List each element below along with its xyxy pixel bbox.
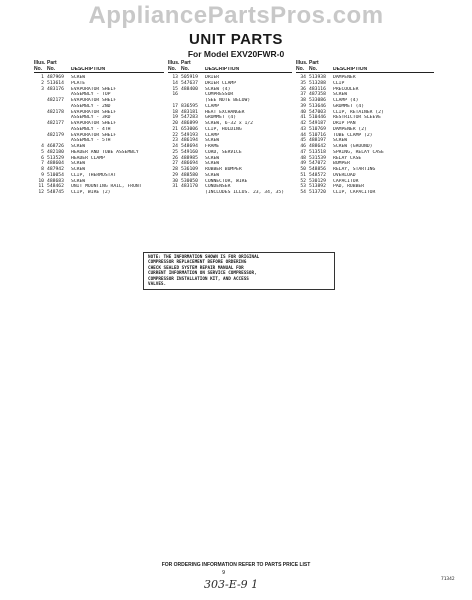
column-header-bottom: [34, 67, 164, 74]
illus-number: 46: [300, 144, 306, 150]
part-number: 548694: [181, 144, 198, 150]
part-description: DRIP PAN: [333, 121, 356, 127]
part-description: CONDENSER: [205, 184, 231, 190]
part-description: UNIT MOUNTING RAIL, FRONT: [71, 184, 142, 190]
part-description: CONNECTOR, WIRE: [205, 178, 248, 184]
part-number: 487358: [309, 92, 326, 98]
part-description: DAMPENER: [333, 75, 356, 81]
illus-number: 49: [300, 161, 306, 167]
part-description: HEADER CLAMP: [71, 155, 105, 161]
illus-number: 22: [172, 132, 178, 138]
illus-number: 44: [300, 132, 306, 138]
part-description: SCREW: [71, 178, 86, 184]
part-description: SCREW (GROUND): [333, 144, 373, 150]
illus-number: 52: [300, 178, 306, 184]
part-number: 653006: [181, 126, 198, 132]
part-number: 548745: [47, 190, 64, 196]
part-number: 488604: [47, 161, 64, 167]
part-number: 488197: [309, 138, 326, 144]
part-description: CLIP, THERMOSTAT: [71, 172, 117, 178]
part-number: 482180: [47, 149, 64, 155]
illus-number: 1: [41, 75, 44, 81]
illus-number: 41: [300, 115, 306, 121]
part-number: 488642: [309, 144, 326, 150]
part-number: 510054: [47, 172, 64, 178]
part-number: 548462: [47, 184, 64, 190]
header-illus: Illus.: [296, 60, 308, 66]
illus-number: 10: [38, 178, 44, 184]
part-number: 536109: [181, 167, 198, 173]
part-number: 513518: [309, 149, 326, 155]
part-description: RUBBER BUMPER: [205, 167, 242, 173]
illus-number: 53: [300, 184, 306, 190]
illus-number: 2: [41, 80, 44, 86]
header-illus: Illus.: [168, 60, 180, 66]
illus-number: 3: [41, 86, 44, 92]
illus-number: 40: [300, 109, 306, 115]
parts-column-2: [168, 61, 292, 196]
part-description: ASSEMBLY - 4TH: [71, 126, 111, 132]
part-description: (INCLUDES ILLUS. 23, 34, 35): [205, 190, 285, 196]
parts-column-1: [34, 61, 164, 196]
illus-number: 39: [300, 103, 306, 109]
part-description: RELAY CASE: [333, 155, 362, 161]
part-number: 483116: [309, 86, 326, 92]
part-number: 549160: [181, 149, 198, 155]
part-description: PLATE: [71, 80, 86, 86]
part-description: ASSEMBLY - TOP: [71, 92, 111, 98]
part-description: SCREW: [205, 155, 220, 161]
part-number: 547637: [181, 80, 198, 86]
part-number: 505919: [181, 75, 198, 81]
part-description: SCREW (4): [205, 86, 231, 92]
parts-column-3: [296, 61, 434, 196]
part-description: GROMMET (4): [205, 115, 237, 121]
part-description: BUMPER: [333, 161, 350, 167]
header-no: No.: [296, 65, 305, 72]
part-description: CLAMP: [205, 132, 220, 138]
part-description: CLIP, CAPACITOR: [333, 190, 376, 196]
part-description: EVAPORATOR SHELF: [71, 86, 117, 92]
column-header-bottom: [168, 67, 292, 74]
header-part: Part: [47, 60, 57, 66]
illus-number: 21: [172, 126, 178, 132]
part-description: EVAPORATOR SHELF: [71, 121, 117, 127]
illus-number: 47: [300, 149, 306, 155]
illus-number: 11: [38, 184, 44, 190]
part-number: 486899: [181, 121, 198, 127]
header-part: Part: [309, 60, 319, 66]
part-description: SCREW: [71, 144, 86, 150]
part-description: COMPRESSOR: [205, 92, 234, 98]
part-description: OVERLOAD: [333, 172, 356, 178]
illus-number: 24: [172, 144, 178, 150]
illus-number: 20: [172, 121, 178, 127]
part-number: 513938: [309, 75, 326, 81]
header-no: No.: [34, 65, 43, 72]
column-header-bottom: [296, 67, 434, 74]
illus-number: 18: [172, 109, 178, 115]
header-part-no: No.: [47, 65, 56, 72]
part-number: 487969: [47, 75, 64, 81]
model-subtitle: For Model EXV20FWR-0: [187, 49, 285, 59]
part-number: 510769: [309, 126, 326, 132]
part-number: 482177: [47, 98, 64, 104]
illus-number: 15: [172, 86, 178, 92]
part-number: 530050: [181, 178, 198, 184]
illus-number: 48: [300, 155, 306, 161]
part-number: 483181: [181, 109, 198, 115]
part-number: 513720: [309, 190, 326, 196]
part-description: CLIP, WIRE (2): [71, 190, 111, 196]
part-description: CLIP, RETAINER (2): [333, 109, 384, 115]
illus-number: 42: [300, 121, 306, 127]
illus-number: 5: [41, 149, 44, 155]
part-description: RELAY, STARTING: [333, 167, 376, 173]
part-description: EVAPORATOR SHELF: [71, 109, 117, 115]
part-number: 547283: [181, 115, 198, 121]
part-number: 510446: [309, 115, 326, 121]
part-number: 488400: [181, 86, 198, 92]
part-number: 513646: [309, 103, 326, 109]
part-description: SCREW: [205, 172, 220, 178]
part-description: HEADER AND TUBE ASSEMBLY: [71, 149, 139, 155]
illus-number: 29: [172, 172, 178, 178]
illus-number: 51: [300, 172, 306, 178]
part-description: GROMMET (4): [333, 103, 365, 109]
illus-number: 6: [41, 155, 44, 161]
part-description: DRIER: [205, 75, 220, 81]
illus-number: 34: [300, 75, 306, 81]
illus-number: 23: [172, 138, 178, 144]
part-number: 549187: [309, 121, 326, 127]
part-description: CLIP: [333, 80, 345, 86]
part-number: 483170: [181, 184, 198, 190]
part-description: ASSEMBLY - 3RD: [71, 115, 111, 121]
illus-number: 54: [300, 190, 306, 196]
part-description: SCREW: [71, 161, 86, 167]
illus-number: 14: [172, 80, 178, 86]
part-number: 487942: [47, 167, 64, 173]
illus-number: 27: [172, 161, 178, 167]
part-description: (SEE NOTE BELOW): [205, 98, 251, 104]
illus-number: 25: [172, 149, 178, 155]
part-description: SCREW: [205, 161, 220, 167]
part-description: CLIP, HOLDING: [205, 126, 242, 132]
part-description: PRECOOLER: [333, 86, 359, 92]
part-number: 468726: [47, 144, 64, 150]
illus-number: 9: [41, 172, 44, 178]
illus-number: 16: [172, 92, 178, 98]
header-no: No.: [168, 65, 177, 72]
part-description: CLAMP (4): [333, 98, 359, 104]
part-number: 486194: [181, 138, 198, 144]
illus-number: 45: [300, 138, 306, 144]
part-description: SCREW: [205, 138, 220, 144]
illus-number: 38: [300, 98, 306, 104]
part-number: [181, 190, 205, 196]
part-number: 510716: [309, 132, 326, 138]
part-number: 548856: [309, 167, 326, 173]
part-description: SPRING, RELAY CASE: [333, 149, 384, 155]
part-number: 482179: [47, 132, 64, 138]
header-description: DESCRIPTION: [71, 66, 106, 72]
table-row: [34, 190, 164, 196]
illus-number: 26: [172, 155, 178, 161]
part-number: 488683: [47, 178, 64, 184]
illus-number: 30: [172, 178, 178, 184]
part-description: ASSEMBLY - 2ND: [71, 103, 111, 109]
illus-number: [168, 190, 181, 196]
illus-number: 31: [172, 184, 178, 190]
header-description: DESCRIPTION: [205, 66, 240, 72]
site-watermark: AppliancePartsPros.com: [88, 2, 384, 29]
part-number: 488985: [181, 155, 198, 161]
illus-number: 37: [300, 92, 306, 98]
header-description: DESCRIPTION: [333, 66, 368, 72]
document-code: 71342: [441, 577, 455, 582]
table-row: [296, 190, 434, 196]
part-description: ASSEMBLY - 5TH: [71, 138, 111, 144]
handwritten-code: 303-E-9 1: [204, 578, 259, 591]
illus-number: 35: [300, 80, 306, 86]
ordering-footer: FOR ORDERING INFORMATION REFER TO PARTS PRICE LIST: [161, 562, 311, 568]
part-number: 533086: [309, 98, 326, 104]
part-description: DRIER CLAMP: [205, 80, 237, 86]
part-description: SCREW: [333, 138, 348, 144]
part-description: TUBE CLAMP (2): [333, 132, 373, 138]
part-number: 547072: [309, 161, 326, 167]
illus-number: 43: [300, 126, 306, 132]
illus-number: 12: [38, 190, 44, 196]
header-illus: Illus.: [34, 60, 46, 66]
part-description: FRAME: [205, 144, 220, 150]
header-part-no: No.: [309, 65, 318, 72]
part-number: 531539: [309, 155, 326, 161]
part-number: 513614: [47, 80, 64, 86]
illus-number: 28: [172, 167, 178, 173]
part-number: 482178: [47, 109, 64, 115]
page-number: 9: [222, 570, 226, 576]
part-description: SCREW: [71, 167, 86, 173]
part-number: 488580: [181, 172, 198, 178]
illus-number: 7: [41, 161, 44, 167]
part-number: 513892: [309, 184, 326, 190]
part-number: 530129: [309, 178, 326, 184]
part-description: SCREW: [333, 92, 348, 98]
illus-number: 4: [41, 144, 44, 150]
illus-number: 19: [172, 115, 178, 121]
part-description: PAD, RUBBER: [333, 184, 365, 190]
illus-number: 50: [300, 167, 306, 173]
header-part: Part: [181, 60, 191, 66]
illus-number: 36: [300, 86, 306, 92]
part-description: SCREW, 6-32 x 1/2: [205, 121, 253, 127]
illus-number: 13: [172, 75, 178, 81]
part-description: HEAT EXCHANGER: [205, 109, 245, 115]
part-description: SCREW: [71, 75, 86, 81]
illus-number: 17: [172, 103, 178, 109]
part-number: 482177: [47, 121, 64, 127]
part-description: DAMPENER (2): [333, 126, 367, 132]
part-number: 547003: [309, 109, 326, 115]
header-part-no: No.: [181, 65, 190, 72]
part-number: 483176: [47, 86, 64, 92]
part-description: EVAPORATOR SHELF: [71, 132, 117, 138]
part-description: RESTRICTOR SLEEVE: [333, 115, 381, 121]
part-number: 836595: [181, 103, 198, 109]
page-title: UNIT PARTS: [189, 31, 283, 48]
part-description: CLAMP: [205, 103, 220, 109]
part-number: 486694: [181, 161, 198, 167]
part-number: 548572: [309, 172, 326, 178]
illus-number: 8: [41, 167, 44, 173]
compressor-note: NOTE: THE INFORMATION SHOWN IS FOR ORIGINAL COMPRESSOR REPLACEMENT BEFORE ORDERING CHECK SEALED SYSTEM REPAIR MANUAL FOR CURRENT INFORMATION ON SERVICE COMPRESSOR, COMPRESSOR INSTALLATION KIT, AND ACCESS VALVES.: [143, 252, 335, 290]
part-description: EVAPORATOR SHELF: [71, 98, 117, 104]
part-number: 513529: [47, 155, 64, 161]
part-description: CAPACITOR: [333, 178, 359, 184]
part-number: 549193: [181, 132, 198, 138]
part-description: CORD, SERVICE: [205, 149, 242, 155]
table-row: [168, 190, 292, 196]
part-number: 513288: [309, 80, 326, 86]
